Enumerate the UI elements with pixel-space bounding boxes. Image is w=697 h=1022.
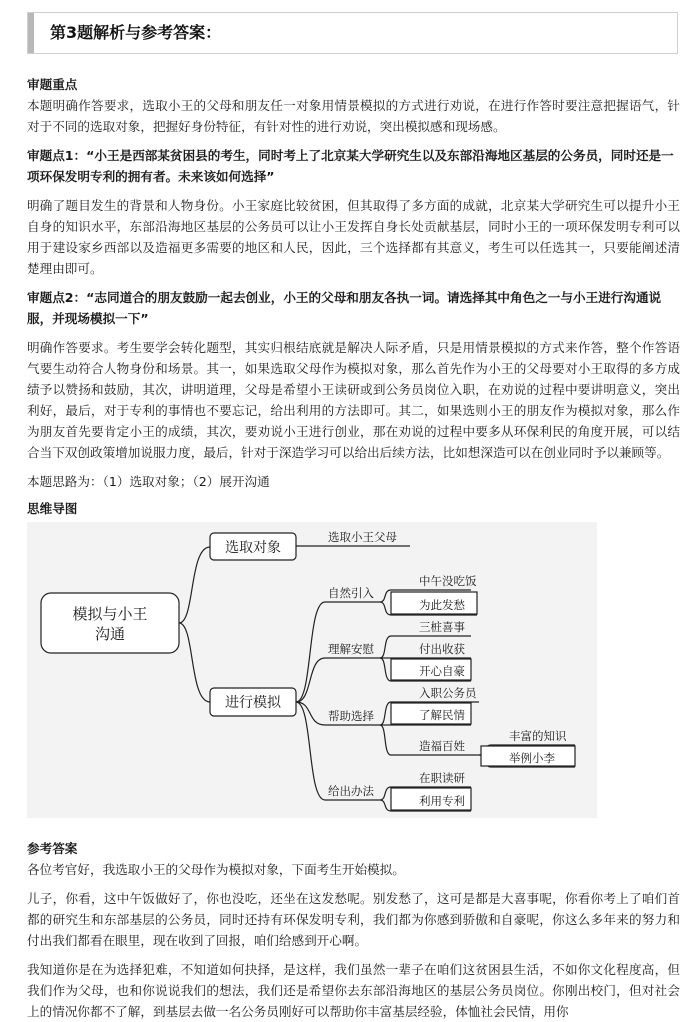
sub4-leaf2-label: 利用专利 — [419, 794, 465, 808]
sub1-leaf2-label: 为此发愁 — [419, 598, 465, 612]
sub3-leaf1-label: 入职公务员 — [419, 686, 477, 700]
edge-sub1-leaf2 — [380, 602, 391, 615]
branch1-label: 选取对象 — [225, 540, 281, 556]
mind-map-svg — [27, 522, 597, 818]
sub1-leaf1-label: 中午没吃饭 — [419, 574, 477, 588]
title-accent-bar — [28, 13, 34, 53]
edge-sub2-leaf1 — [380, 636, 391, 658]
sub3-label: 帮助选择 — [328, 709, 374, 723]
point2-heading: 审题点2：“志同道合的朋友鼓励一起去创业，小王的父母和朋友各执一词。请选择其中角色之一与小王进行沟通说服，并现场模拟一下” — [27, 290, 662, 326]
mindmap-heading: 思维导图 — [27, 501, 78, 516]
title-box — [27, 12, 678, 54]
edge-sub3-leaf3 — [380, 725, 391, 755]
answer-section — [27, 838, 680, 1022]
branch2-label: 进行模拟 — [225, 695, 281, 711]
answer-paragraph-2: 儿子，你看，这中午饭做好了，你也没吃，还坐在这发愁呢。别发愁了，这可是都是大喜事呢，你看你考上了咱们首都的研究生和东部基层的公务员，同时还持有环保发明专利，我们都为你感到骄傲和自豪呢，你这么多年来的努力和付出我们都看在眼里，现在收到了回报，咱们给感到开心啊。 — [27, 891, 680, 948]
sub1-label: 自然引入 — [328, 586, 374, 600]
sub2-label: 理解安慰 — [328, 642, 374, 656]
root-label-line1: 模拟与小王 — [72, 605, 148, 623]
edge-root-branch1 — [179, 547, 210, 623]
edge-root-branch2 — [179, 623, 210, 702]
approach-text: 本题思路为：（1）选取对象；（2）展开沟通 — [27, 474, 270, 489]
leaf3-a-label: 丰富的知识 — [509, 729, 567, 743]
sub3-leaf2-label: 了解民情 — [419, 708, 465, 722]
analysis-section — [27, 74, 680, 519]
key-points-text: 本题明确作答要求，选取小王的父母和朋友任一对象用情景模拟的方式进行劝说，在进行作答时要注意把握语气，针对于不同的选取对象，把握好身份特征，有针对性的进行劝说，突出模拟感和现场感。 — [27, 98, 680, 134]
sub4-leaf1-label: 在职读研 — [419, 771, 465, 785]
edge-sub2-leaf3 — [380, 658, 391, 681]
sub2-leaf1-label: 三桩喜事 — [419, 620, 465, 634]
sub4-label: 给出办法 — [328, 784, 374, 798]
sub2-leaf2-label: 付出收获 — [419, 642, 465, 656]
answer-paragraph-3: 我知道你是在为选择犯难，不知道如何抉择，是这样，我们虽然一辈子在咱们这贫困县生活，不如你文化程度高，但我们作为父母，也和你说说我们的想法，我们还是希望你去东部沿海地区的基层公务员岗位。你刚出校门，但对社会上的情况你都不了解，到基层去做一名公务员刚好可以帮助你丰富基层经验，体恤社会民情，用你 — [27, 962, 680, 1019]
edge-branch2-sub2 — [296, 658, 325, 702]
edge-sub3-leaf1 — [380, 702, 391, 725]
edge-branch2-sub1 — [296, 602, 325, 702]
point1-text: 明确了题目发生的背景和人物身份。小王家庭比较贫困，但其取得了多方面的成就，北京某大学研究生可以提升小王自身的知识水平，东部沿海地区基层的公务员可以让小王发挥自身长处贡献基层，同时小王的一项环保发明专利可以用于建设家乡西部以及造福更多需要的地区和人民，因此，三个选择都有其意义，考生可以任选其一，只要能阐述清楚理由即可。 — [27, 198, 680, 276]
point1-heading: 审题点1：“小王是西部某贫困县的考生，同时考上了北京某大学研究生以及东部沿海地区基层的公务员，同时还是一项环保发明专利的拥有者。未来该如何选择” — [27, 148, 674, 184]
edge-sub4-leaf1 — [380, 787, 391, 800]
sub2-leaf3-label: 开心自豪 — [419, 664, 465, 678]
edge-sub1-leaf1 — [380, 590, 391, 602]
leaf3-b-label: 举例小李 — [509, 751, 555, 765]
answer-heading: 参考答案 — [27, 841, 78, 856]
root-node-box — [41, 593, 179, 653]
edge-branch2-sub4 — [296, 702, 325, 800]
root-label-line2: 沟通 — [94, 625, 126, 643]
sub3-leaf3-label: 造福百姓 — [419, 739, 465, 753]
key-points-heading: 审题重点 — [27, 77, 78, 92]
mind-map — [27, 522, 597, 818]
edge-sub4-leaf2 — [380, 800, 391, 811]
answer-paragraph-1: 各位考官好，我选取小王的父母作为模拟对象，下面考生开始模拟。 — [27, 862, 405, 877]
page-title: 第3题解析与参考答案： — [50, 23, 222, 42]
branch1-leaf-label: 选取小王父母 — [328, 530, 397, 544]
point2-text: 明确作答要求。考生要学会转化题型，其实归根结底就是解决人际矛盾，只是用情景模拟的方式来作答，整个作答语气要生动符合人物身份和场景。其一，如果选取父母作为模拟对象，那么首先作为小王的父母要对小王取得的多方成绩予以赞扬和鼓励，其次，讲明道理，父母是希望小王读研或到公务员岗位入职，在劝说的过程中要讲明意义，突出利好，最后，对于专利的事情也不要忘记，给出利用的方法即可。其二，如果选则小王的朋友作为模拟对象，那么作为朋友首先要肯定小王的成绩，其次，要劝说小王进行创业，那在劝说的过程中要多从环保利民的角度开展，可以结合当下双创政策增加说服力度，最后，针对于深造学习可以给出后续方法，比如想深造可以在创业同时予以兼顾等。 — [27, 340, 680, 460]
